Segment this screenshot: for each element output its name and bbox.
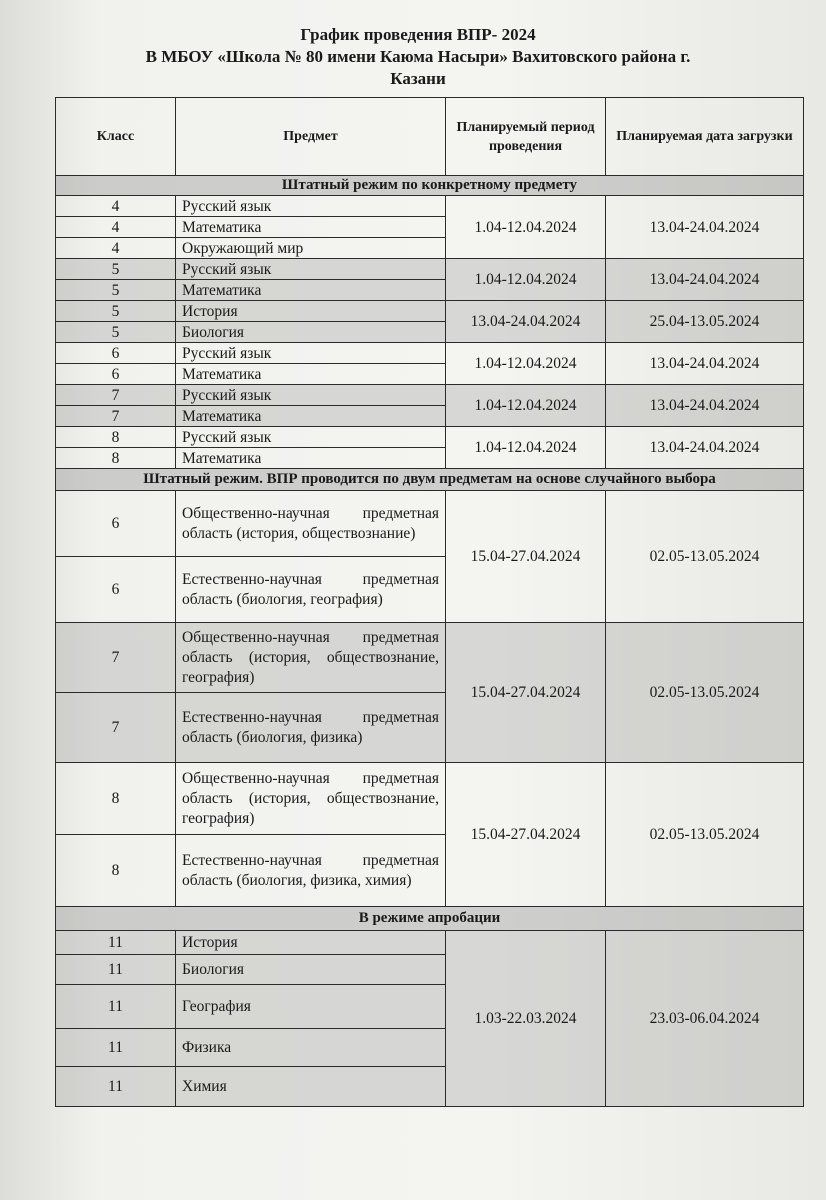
class-cell: 11 (56, 955, 176, 985)
section-title: В режиме апробации (56, 907, 804, 931)
period-cell: 15.04-27.04.2024 (446, 763, 606, 907)
title-line-1: График проведения ВПР- 2024 (300, 25, 536, 44)
header-class: Класс (56, 98, 176, 176)
subject-cell: Химия (176, 1067, 446, 1107)
period-cell: 1.04-12.04.2024 (446, 343, 606, 385)
table-row (56, 491, 804, 557)
header-period: Планируемый период проведения (446, 98, 606, 176)
class-cell: 4 (56, 196, 176, 217)
period-cell: 1.04-12.04.2024 (446, 427, 606, 469)
subject-cell: Русский язык (176, 385, 446, 406)
upload-cell: 13.04-24.04.2024 (606, 343, 804, 385)
header-row (56, 98, 804, 176)
table-row (56, 623, 804, 693)
class-cell: 5 (56, 259, 176, 280)
class-cell: 8 (56, 427, 176, 448)
period-cell: 1.04-12.04.2024 (446, 196, 606, 259)
document-title (30, 0, 806, 90)
class-cell: 6 (56, 343, 176, 364)
section-row (56, 469, 804, 491)
class-cell: 8 (56, 763, 176, 835)
table-row (56, 343, 804, 364)
subject-cell: Общественно-научная предметная область (история, обществознание, география) (176, 623, 446, 693)
section-row (56, 176, 804, 196)
table-row (56, 427, 804, 448)
table-row (56, 763, 804, 835)
subject-cell: Естественно-научная предметная область (биология, география) (176, 557, 446, 623)
subject-cell: Математика (176, 364, 446, 385)
table-row (56, 259, 804, 280)
class-cell: 11 (56, 985, 176, 1029)
class-cell: 7 (56, 623, 176, 693)
subject-cell: Русский язык (176, 259, 446, 280)
subject-cell: Естественно-научная предметная область (биология, физика, химия) (176, 835, 446, 907)
class-cell: 6 (56, 364, 176, 385)
period-cell: 1.04-12.04.2024 (446, 385, 606, 427)
subject-cell: Физика (176, 1029, 446, 1067)
upload-cell: 25.04-13.05.2024 (606, 301, 804, 343)
class-cell: 5 (56, 280, 176, 301)
upload-cell: 23.03-06.04.2024 (606, 931, 804, 1107)
upload-cell: 13.04-24.04.2024 (606, 385, 804, 427)
period-cell: 13.04-24.04.2024 (446, 301, 606, 343)
class-cell: 7 (56, 693, 176, 763)
subject-cell: Русский язык (176, 196, 446, 217)
table-row (56, 931, 804, 955)
subject-cell: Естественно-научная предметная область (биология, физика) (176, 693, 446, 763)
subject-cell: Математика (176, 406, 446, 427)
upload-cell: 13.04-24.04.2024 (606, 259, 804, 301)
section-title: Штатный режим по конкретному предмету (56, 176, 804, 196)
class-cell: 11 (56, 1029, 176, 1067)
subject-cell: Математика (176, 217, 446, 238)
header-subject: Предмет (176, 98, 446, 176)
section-title: Штатный режим. ВПР проводится по двум предметам на основе случайного выбора (56, 469, 804, 491)
section-row (56, 907, 804, 931)
class-cell: 5 (56, 322, 176, 343)
class-cell: 8 (56, 448, 176, 469)
class-cell: 11 (56, 931, 176, 955)
subject-cell: Математика (176, 280, 446, 301)
class-cell: 7 (56, 406, 176, 427)
class-cell: 4 (56, 238, 176, 259)
class-cell: 11 (56, 1067, 176, 1107)
subject-cell: Математика (176, 448, 446, 469)
upload-cell: 02.05-13.05.2024 (606, 491, 804, 623)
subject-cell: География (176, 985, 446, 1029)
class-cell: 4 (56, 217, 176, 238)
subject-cell: История (176, 301, 446, 322)
header-upload: Планируемая дата загрузки (606, 98, 804, 176)
subject-cell: Русский язык (176, 343, 446, 364)
table-row (56, 301, 804, 322)
upload-cell: 13.04-24.04.2024 (606, 427, 804, 469)
table-row (56, 196, 804, 217)
period-cell: 1.03-22.03.2024 (446, 931, 606, 1107)
title-line-3: Казани (390, 69, 446, 88)
class-cell: 8 (56, 835, 176, 907)
period-cell: 1.04-12.04.2024 (446, 259, 606, 301)
subject-cell: Биология (176, 955, 446, 985)
class-cell: 7 (56, 385, 176, 406)
subject-cell: Русский язык (176, 427, 446, 448)
period-cell: 15.04-27.04.2024 (446, 491, 606, 623)
upload-cell: 13.04-24.04.2024 (606, 196, 804, 259)
schedule-table (55, 97, 804, 1107)
class-cell: 6 (56, 557, 176, 623)
subject-cell: Общественно-научная предметная область (история, обществознание, география) (176, 763, 446, 835)
subject-cell: История (176, 931, 446, 955)
class-cell: 5 (56, 301, 176, 322)
table-row (56, 385, 804, 406)
upload-cell: 02.05-13.05.2024 (606, 623, 804, 763)
title-line-2: В МБОУ «Школа № 80 имени Каюма Насыри» Вахитовского района г. (145, 47, 691, 66)
period-cell: 15.04-27.04.2024 (446, 623, 606, 763)
subject-cell: Общественно-научная предметная область (история, обществознание) (176, 491, 446, 557)
subject-cell: Окружающий мир (176, 238, 446, 259)
subject-cell: Биология (176, 322, 446, 343)
upload-cell: 02.05-13.05.2024 (606, 763, 804, 907)
class-cell: 6 (56, 491, 176, 557)
